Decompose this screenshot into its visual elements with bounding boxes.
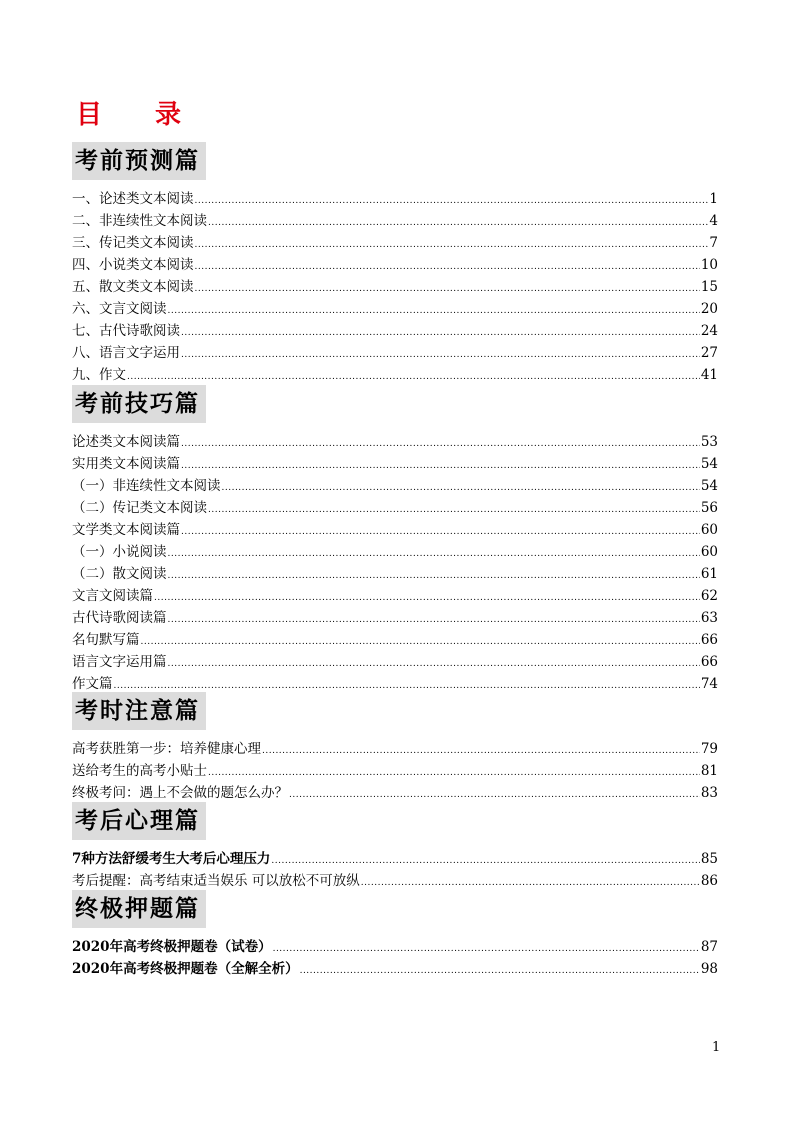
toc-entry-page: 66 [700,654,718,670]
toc-entry[interactable] [72,497,718,519]
toc-entry-page: 62 [700,588,718,604]
toc-entry-page: 81 [700,763,718,779]
toc-entry[interactable] [72,453,718,475]
toc-entry[interactable] [72,276,718,298]
toc-list [72,848,718,892]
toc-leader-dots [141,631,700,653]
page-number: 1 [712,1040,721,1055]
toc-entry-label: 五、散文类文本阅读 [72,279,194,295]
toc-leader-dots [168,543,700,565]
toc-entry-label: 一、论述类文本阅读 [72,191,194,207]
toc-entry[interactable] [72,541,718,563]
section-kaoshi-zhuyi [72,692,718,804]
toc-entry-label: 7种方法舒缓考生大考后心理压力 [72,851,271,867]
toc-leader-dots [208,212,708,234]
toc-entry-page: 20 [700,301,718,317]
toc-entry-page: 66 [700,632,718,648]
toc-entry-label: 文学类文本阅读篇 [72,522,180,538]
toc-entry-label: 实用类文本阅读篇 [72,456,180,472]
toc-entry-label: （一）非连续性文本阅读 [72,478,221,494]
toc-entry-page: 4 [709,213,718,229]
toc-entry-label: 高考获胜第一步：培养健康心理 [72,741,261,757]
toc-leader-dots [273,938,700,960]
toc-leader-dots [181,344,700,366]
toc-entry-label: 名句默写篇 [72,632,140,648]
toc-list [72,738,718,804]
toc-entry-page: 85 [700,851,718,867]
toc-entry-label: 文言文阅读篇 [72,588,153,604]
toc-leader-dots [300,960,700,982]
section-header: 终极押题篇 [72,890,206,928]
toc-entry[interactable] [72,364,718,386]
toc-leader-dots [222,477,700,499]
toc-entry[interactable] [72,629,718,651]
section-header: 考后心理篇 [72,802,206,840]
toc-entry-label: 四、小说类文本阅读 [72,257,194,273]
toc-entry-label: 送给考生的高考小贴士 [72,763,207,779]
toc-entry-page: 27 [700,345,718,361]
toc-leader-dots [195,234,709,256]
toc-entry-label: 终极考问：遇上不会做的题怎么办？ [72,785,288,801]
toc-entry-page: 54 [700,478,718,494]
toc-entry-page: 1 [709,191,718,207]
toc-entry-label: 二、非连续性文本阅读 [72,213,207,229]
toc-entry[interactable] [72,232,718,254]
toc-entry-label: 三、传记类文本阅读 [72,235,194,251]
toc-entry-label: （二）传记类文本阅读 [72,500,207,516]
section-kaohou-xinli [72,802,718,892]
toc-leader-dots [168,653,700,675]
toc-leader-dots [154,587,700,609]
toc-leader-dots [271,850,699,872]
toc-entry[interactable] [72,936,718,958]
toc-entry-label: 2020年高考终极押题卷（全解全析） [72,961,299,977]
toc-leader-dots [168,565,700,587]
toc-entry-label: 论述类文本阅读篇 [72,434,180,450]
toc-entry-page: 15 [700,279,718,295]
toc-leader-dots [208,762,700,784]
toc-entry[interactable] [72,760,718,782]
toc-entry-label: （一）小说阅读 [72,544,167,560]
toc-leader-dots [262,740,700,762]
toc-entry[interactable] [72,607,718,629]
toc-entry-page: 41 [700,367,718,383]
toc-entry-page: 61 [700,566,718,582]
toc-entry[interactable] [72,870,718,892]
toc-list [72,188,718,386]
toc-entry-page: 60 [700,522,718,538]
toc-entry-label: 六、文言文阅读 [72,301,167,317]
toc-entry-page: 86 [700,873,718,889]
toc-entry[interactable] [72,475,718,497]
toc-entry-label: 考后提醒：高考结束适当娱乐 可以放松不可放纵 [72,873,360,889]
toc-entry[interactable] [72,738,718,760]
toc-entry-page: 54 [700,456,718,472]
toc-entry-label: 古代诗歌阅读篇 [72,610,167,626]
section-header: 考时注意篇 [72,692,206,730]
section-header: 考前技巧篇 [72,385,206,423]
toc-entry-page: 53 [700,434,718,450]
section-kaoqian-yuce [72,142,718,386]
toc-leader-dots [195,190,709,212]
toc-entry[interactable] [72,958,718,980]
toc-entry-page: 83 [700,785,718,801]
toc-leader-dots [181,322,700,344]
toc-entry[interactable] [72,782,718,804]
section-zhongji-yati [72,890,718,980]
section-header: 考前预测篇 [72,142,206,180]
toc-entry[interactable] [72,254,718,276]
toc-leader-dots [195,256,700,278]
toc-leader-dots [181,433,700,455]
toc-leader-dots [168,609,700,631]
toc-entry-label: 九、作文 [72,367,126,383]
toc-entry-page: 63 [700,610,718,626]
toc-entry-page: 60 [700,544,718,560]
toc-entry[interactable] [72,519,718,541]
toc-entry-page: 87 [700,939,718,955]
toc-entry[interactable] [72,188,718,210]
toc-leader-dots [181,521,700,543]
toc-entry-label: 八、语言文字运用 [72,345,180,361]
toc-entry-label: 语言文字运用篇 [72,654,167,670]
section-kaoqian-jiqiao [72,385,718,695]
page-title: 目 录 [76,100,204,130]
toc-entry[interactable] [72,563,718,585]
toc-entry-label: 作文篇 [72,676,113,692]
toc-entry[interactable] [72,651,718,673]
toc-entry-label: 2020年高考终极押题卷（试卷） [72,939,272,955]
toc-list [72,431,718,695]
toc-leader-dots [195,278,700,300]
toc-entry-label: （二）散文阅读 [72,566,167,582]
toc-entry[interactable] [72,320,718,342]
toc-entry-page: 56 [700,500,718,516]
toc-list [72,936,718,980]
toc-entry-page: 74 [700,676,718,692]
toc-entry-page: 7 [709,235,718,251]
toc-entry[interactable] [72,342,718,364]
toc-entry[interactable] [72,298,718,320]
toc-entry-page: 10 [700,257,718,273]
toc-entry[interactable] [72,585,718,607]
toc-entry-page: 24 [700,323,718,339]
toc-entry[interactable] [72,210,718,232]
toc-entry-page: 98 [700,961,718,977]
toc-entry-label: 七、古代诗歌阅读 [72,323,180,339]
toc-leader-dots [208,499,700,521]
toc-entry[interactable] [72,431,718,453]
toc-leader-dots [181,455,700,477]
toc-entry-page: 79 [700,741,718,757]
toc-leader-dots [168,300,700,322]
toc-entry[interactable] [72,848,718,870]
